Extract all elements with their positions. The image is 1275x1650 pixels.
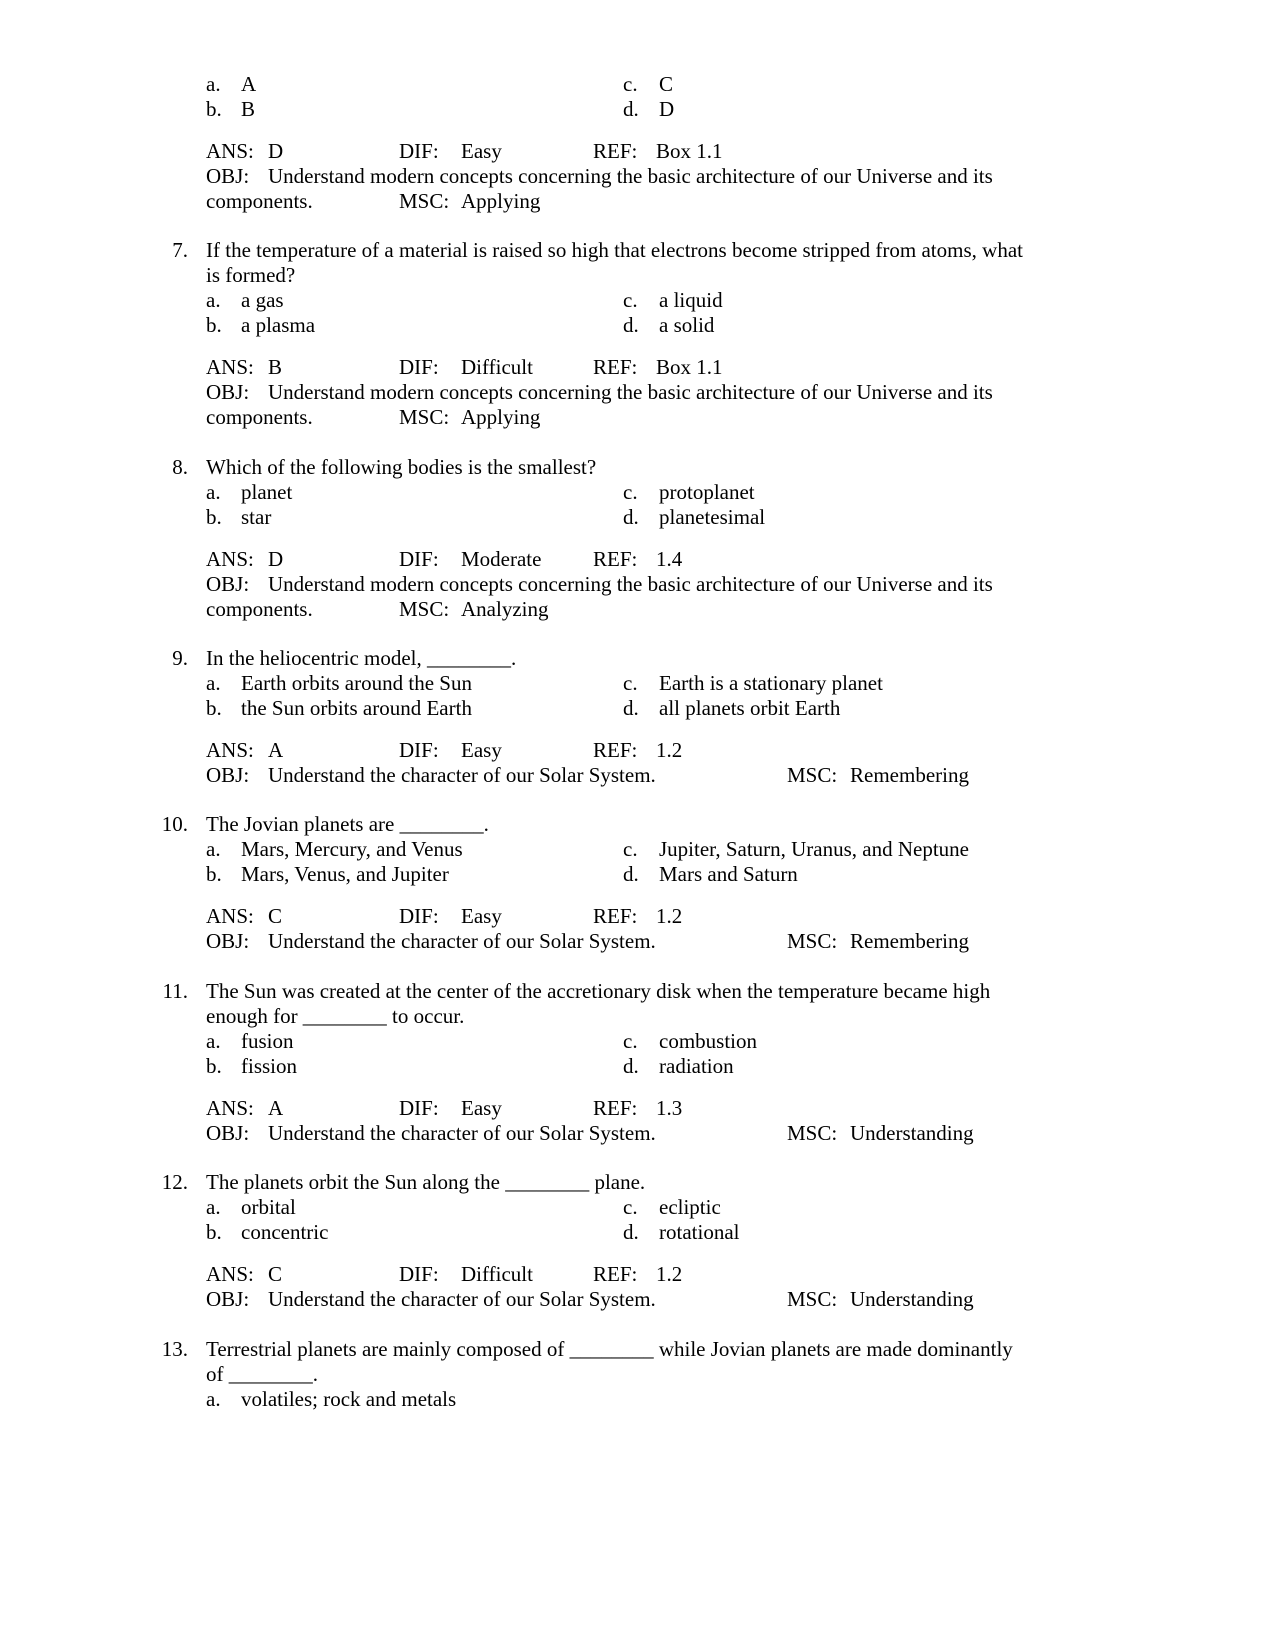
obj-continuation: components. bbox=[206, 405, 313, 429]
obj-value: Understand the character of our Solar System. bbox=[268, 763, 656, 787]
option-text: B bbox=[241, 97, 256, 121]
question-number: 9. bbox=[172, 646, 188, 670]
ref-value: 1.4 bbox=[656, 547, 683, 571]
option-letter: c. bbox=[623, 480, 638, 504]
obj-label: OBJ: bbox=[206, 572, 250, 596]
option-text: C bbox=[659, 72, 674, 96]
question-stem: of ________. bbox=[206, 1362, 318, 1386]
option-letter: b. bbox=[206, 97, 222, 121]
option-letter: d. bbox=[623, 1054, 639, 1078]
question-number: 7. bbox=[172, 238, 188, 262]
dif-label: DIF: bbox=[399, 738, 439, 762]
option-text: the Sun orbits around Earth bbox=[241, 696, 472, 720]
option-letter: d. bbox=[623, 862, 639, 886]
dif-value: Easy bbox=[461, 738, 502, 762]
option-text: D bbox=[659, 97, 675, 121]
obj-value: Understand the character of our Solar System. bbox=[268, 1121, 656, 1145]
ref-value: 1.2 bbox=[656, 904, 683, 928]
msc-value: Remembering bbox=[850, 763, 969, 787]
msc-label: MSC: bbox=[399, 189, 450, 213]
ref-label: REF: bbox=[593, 547, 638, 571]
obj-value: Understand modern concepts concerning the basic architecture of our Universe and its bbox=[268, 380, 993, 404]
option-text: planet bbox=[241, 480, 293, 504]
dif-label: DIF: bbox=[399, 1262, 439, 1286]
question-stem: Terrestrial planets are mainly composed of ________ while Jovian planets are made dominantly bbox=[206, 1337, 1013, 1361]
msc-value: Remembering bbox=[850, 929, 969, 953]
ans-value: D bbox=[268, 139, 284, 163]
obj-value: Understand modern concepts concerning the basic architecture of our Universe and its bbox=[268, 572, 993, 596]
option-text: volatiles; rock and metals bbox=[241, 1387, 457, 1411]
option-text: all planets orbit Earth bbox=[659, 696, 841, 720]
option-letter: a. bbox=[206, 288, 221, 312]
obj-label: OBJ: bbox=[206, 164, 250, 188]
option-text: protoplanet bbox=[659, 480, 755, 504]
option-text: combustion bbox=[659, 1029, 757, 1053]
question-number: 11. bbox=[162, 979, 188, 1003]
option-letter: d. bbox=[623, 97, 639, 121]
obj-label: OBJ: bbox=[206, 763, 250, 787]
option-letter: c. bbox=[623, 288, 638, 312]
msc-value: Understanding bbox=[850, 1121, 974, 1145]
msc-label: MSC: bbox=[787, 763, 838, 787]
option-text: planetesimal bbox=[659, 505, 766, 529]
option-letter: c. bbox=[623, 1029, 638, 1053]
option-text: star bbox=[241, 505, 272, 529]
option-text: fusion bbox=[241, 1029, 294, 1053]
option-letter: c. bbox=[623, 72, 638, 96]
ref-value: Box 1.1 bbox=[656, 139, 723, 163]
option-letter: d. bbox=[623, 696, 639, 720]
option-text: fission bbox=[241, 1054, 298, 1078]
option-text: rotational bbox=[659, 1220, 740, 1244]
question-number: 12. bbox=[161, 1170, 188, 1194]
dif-value: Moderate bbox=[461, 547, 542, 571]
msc-label: MSC: bbox=[787, 929, 838, 953]
option-letter: a. bbox=[206, 1387, 221, 1411]
question-stem: In the heliocentric model, ________. bbox=[206, 646, 517, 670]
dif-value: Easy bbox=[461, 139, 502, 163]
msc-value: Applying bbox=[461, 189, 541, 213]
dif-label: DIF: bbox=[399, 1096, 439, 1120]
msc-value: Understanding bbox=[850, 1287, 974, 1311]
ans-label: ANS: bbox=[206, 1096, 254, 1120]
ans-value: A bbox=[268, 738, 284, 762]
option-text: Mars, Venus, and Jupiter bbox=[241, 862, 449, 886]
question-stem: The planets orbit the Sun along the ________ plane. bbox=[206, 1170, 646, 1194]
option-letter: a. bbox=[206, 671, 221, 695]
ans-value: D bbox=[268, 547, 284, 571]
ans-value: A bbox=[268, 1096, 284, 1120]
ans-label: ANS: bbox=[206, 738, 254, 762]
option-letter: d. bbox=[623, 313, 639, 337]
obj-label: OBJ: bbox=[206, 380, 250, 404]
msc-label: MSC: bbox=[787, 1287, 838, 1311]
dif-label: DIF: bbox=[399, 355, 439, 379]
option-letter: c. bbox=[623, 1195, 638, 1219]
option-letter: a. bbox=[206, 72, 221, 96]
obj-continuation: components. bbox=[206, 597, 313, 621]
ref-label: REF: bbox=[593, 904, 638, 928]
msc-value: Analyzing bbox=[461, 597, 549, 621]
msc-label: MSC: bbox=[787, 1121, 838, 1145]
obj-label: OBJ: bbox=[206, 1287, 250, 1311]
question-number: 8. bbox=[172, 455, 188, 479]
msc-label: MSC: bbox=[399, 405, 450, 429]
question-stem: If the temperature of a material is raised so high that electrons become stripped from atoms, what bbox=[206, 238, 1023, 262]
ans-label: ANS: bbox=[206, 547, 254, 571]
ans-label: ANS: bbox=[206, 1262, 254, 1286]
option-text: ecliptic bbox=[659, 1195, 721, 1219]
option-letter: b. bbox=[206, 505, 222, 529]
ans-value: C bbox=[268, 904, 283, 928]
option-text: radiation bbox=[659, 1054, 734, 1078]
option-text: Earth is a stationary planet bbox=[659, 671, 883, 695]
option-letter: b. bbox=[206, 1220, 222, 1244]
question-stem: Which of the following bodies is the smallest? bbox=[206, 455, 597, 479]
option-text: a liquid bbox=[659, 288, 723, 312]
option-text: a gas bbox=[241, 288, 284, 312]
option-letter: b. bbox=[206, 862, 222, 886]
question-stem: The Jovian planets are ________. bbox=[206, 812, 489, 836]
dif-value: Difficult bbox=[461, 355, 533, 379]
option-letter: b. bbox=[206, 696, 222, 720]
obj-value: Understand the character of our Solar System. bbox=[268, 929, 656, 953]
option-text: Jupiter, Saturn, Uranus, and Neptune bbox=[659, 837, 970, 861]
dif-value: Difficult bbox=[461, 1262, 533, 1286]
option-letter: c. bbox=[623, 837, 638, 861]
ref-label: REF: bbox=[593, 355, 638, 379]
ref-value: 1.2 bbox=[656, 738, 683, 762]
msc-label: MSC: bbox=[399, 597, 450, 621]
ans-value: C bbox=[268, 1262, 283, 1286]
ref-value: 1.3 bbox=[656, 1096, 683, 1120]
question-number: 10. bbox=[161, 812, 188, 836]
option-letter: d. bbox=[623, 505, 639, 529]
ref-label: REF: bbox=[593, 1096, 638, 1120]
ans-label: ANS: bbox=[206, 139, 254, 163]
option-text: Mars, Mercury, and Venus bbox=[241, 837, 463, 861]
option-text: A bbox=[241, 72, 257, 96]
option-text: Earth orbits around the Sun bbox=[241, 671, 472, 695]
ans-label: ANS: bbox=[206, 355, 254, 379]
option-text: Mars and Saturn bbox=[659, 862, 798, 886]
dif-label: DIF: bbox=[399, 139, 439, 163]
option-text: a plasma bbox=[241, 313, 316, 337]
option-letter: a. bbox=[206, 480, 221, 504]
option-letter: a. bbox=[206, 837, 221, 861]
question-number: 13. bbox=[161, 1337, 188, 1361]
option-letter: a. bbox=[206, 1029, 221, 1053]
dif-label: DIF: bbox=[399, 547, 439, 571]
question-stem: is formed? bbox=[206, 263, 296, 287]
option-letter: a. bbox=[206, 1195, 221, 1219]
option-letter: c. bbox=[623, 671, 638, 695]
ref-label: REF: bbox=[593, 1262, 638, 1286]
option-text: concentric bbox=[241, 1220, 329, 1244]
ref-label: REF: bbox=[593, 139, 638, 163]
option-text: a solid bbox=[659, 313, 715, 337]
option-letter: d. bbox=[623, 1220, 639, 1244]
question-stem: The Sun was created at the center of the accretionary disk when the temperature became high bbox=[206, 979, 991, 1003]
obj-continuation: components. bbox=[206, 189, 313, 213]
obj-label: OBJ: bbox=[206, 1121, 250, 1145]
obj-value: Understand modern concepts concerning the basic architecture of our Universe and its bbox=[268, 164, 993, 188]
msc-value: Applying bbox=[461, 405, 541, 429]
ref-label: REF: bbox=[593, 738, 638, 762]
dif-value: Easy bbox=[461, 904, 502, 928]
option-text: orbital bbox=[241, 1195, 296, 1219]
question-stem: enough for ________ to occur. bbox=[206, 1004, 465, 1028]
ref-value: 1.2 bbox=[656, 1262, 683, 1286]
ref-value: Box 1.1 bbox=[656, 355, 723, 379]
dif-value: Easy bbox=[461, 1096, 502, 1120]
option-letter: b. bbox=[206, 313, 222, 337]
obj-label: OBJ: bbox=[206, 929, 250, 953]
ans-value: B bbox=[268, 355, 283, 379]
ans-label: ANS: bbox=[206, 904, 254, 928]
dif-label: DIF: bbox=[399, 904, 439, 928]
obj-value: Understand the character of our Solar System. bbox=[268, 1287, 656, 1311]
option-letter: b. bbox=[206, 1054, 222, 1078]
